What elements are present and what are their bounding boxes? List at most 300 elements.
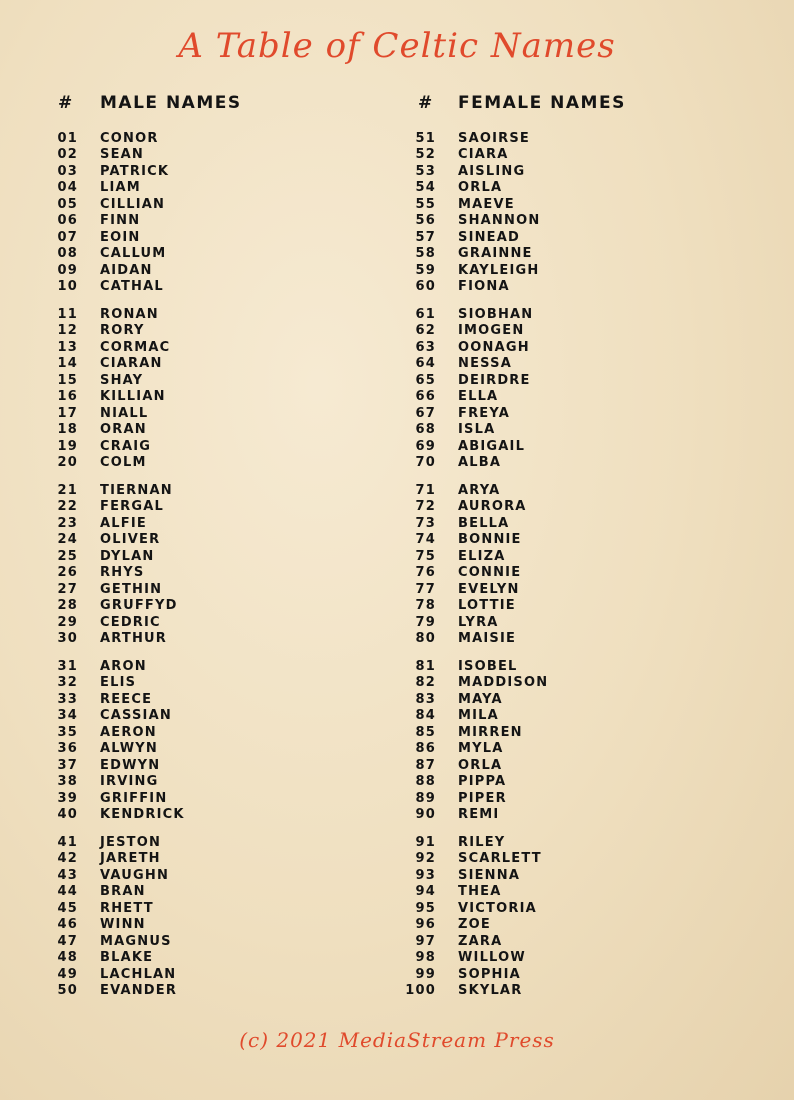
name-text: CATHAL xyxy=(100,279,164,295)
name-row xyxy=(392,983,732,1000)
name-text: CIARAN xyxy=(100,356,163,372)
name-text: ISOBEL xyxy=(458,658,518,674)
name-number: 40 xyxy=(57,807,78,823)
name-text: AISLING xyxy=(458,163,526,179)
name-number: 04 xyxy=(57,180,78,196)
name-row xyxy=(392,548,732,565)
name-text: EOIN xyxy=(100,229,141,245)
name-text: KILLIAN xyxy=(100,389,166,405)
name-number: 19 xyxy=(57,438,78,454)
name-number: 73 xyxy=(415,515,436,531)
name-row xyxy=(34,691,374,708)
name-row xyxy=(392,196,732,213)
name-number: 21 xyxy=(57,482,78,498)
name-row xyxy=(392,339,732,356)
name-row xyxy=(34,933,374,950)
name-row xyxy=(392,867,732,884)
name-number: 72 xyxy=(415,499,436,515)
name-text: MADDISON xyxy=(458,675,549,691)
name-row xyxy=(392,708,732,725)
name-row xyxy=(34,548,374,565)
name-text: PIPPA xyxy=(458,774,507,790)
name-text: PATRICK xyxy=(100,163,170,179)
name-number: 92 xyxy=(415,851,436,867)
page-title: A Table of Celtic Names xyxy=(178,26,616,66)
name-number: 66 xyxy=(415,389,436,405)
name-text: BONNIE xyxy=(458,532,522,548)
name-row xyxy=(392,163,732,180)
name-number: 45 xyxy=(57,900,78,916)
name-text: SINEAD xyxy=(458,229,521,245)
name-number: 20 xyxy=(57,455,78,471)
name-text: SIOBHAN xyxy=(458,306,534,322)
name-text: ALBA xyxy=(458,455,502,471)
name-text: LIAM xyxy=(100,180,141,196)
name-text: DYLAN xyxy=(100,548,155,564)
name-text: RILEY xyxy=(458,834,506,850)
name-text: GRAINNE xyxy=(458,246,533,262)
name-row xyxy=(34,834,374,851)
name-text: CORMAC xyxy=(100,339,171,355)
name-number: 35 xyxy=(57,724,78,740)
name-row xyxy=(392,246,732,263)
name-row xyxy=(34,515,374,532)
name-number: 93 xyxy=(415,867,436,883)
name-number: 27 xyxy=(57,581,78,597)
female-number-header: # xyxy=(418,93,434,113)
name-row xyxy=(392,482,732,499)
name-text: MAISIE xyxy=(458,631,517,647)
male-names-header: MALE NAMES xyxy=(100,93,242,113)
name-row xyxy=(34,196,374,213)
name-number: 54 xyxy=(415,180,436,196)
name-text: BLAKE xyxy=(100,950,154,966)
name-number: 48 xyxy=(57,950,78,966)
name-text: FINN xyxy=(100,213,141,229)
name-number: 12 xyxy=(57,323,78,339)
name-text: WILLOW xyxy=(458,950,526,966)
name-number: 64 xyxy=(415,356,436,372)
name-row xyxy=(392,262,732,279)
name-number: 07 xyxy=(57,229,78,245)
name-row xyxy=(34,532,374,549)
male-names-list xyxy=(34,130,374,999)
name-number: 53 xyxy=(415,163,436,179)
name-number: 59 xyxy=(415,262,436,278)
name-text: GETHIN xyxy=(100,581,163,597)
name-number: 69 xyxy=(415,438,436,454)
name-row xyxy=(34,422,374,439)
name-text: ORLA xyxy=(458,180,503,196)
name-row xyxy=(392,774,732,791)
name-row xyxy=(34,581,374,598)
name-number: 87 xyxy=(415,757,436,773)
name-number: 95 xyxy=(415,900,436,916)
name-number: 30 xyxy=(57,631,78,647)
name-number: 79 xyxy=(415,614,436,630)
name-number: 43 xyxy=(57,867,78,883)
name-text: ALWYN xyxy=(100,741,158,757)
name-row xyxy=(392,757,732,774)
name-row xyxy=(392,147,732,164)
name-row xyxy=(392,790,732,807)
name-text: SKYLAR xyxy=(458,983,523,999)
name-number: 97 xyxy=(415,933,436,949)
name-row xyxy=(34,950,374,967)
name-row xyxy=(34,229,374,246)
name-row xyxy=(34,130,374,147)
name-row xyxy=(34,790,374,807)
name-number: 15 xyxy=(57,372,78,388)
female-names-header: FEMALE NAMES xyxy=(458,93,626,113)
name-row xyxy=(34,339,374,356)
name-number: 98 xyxy=(415,950,436,966)
name-text: MAEVE xyxy=(458,196,515,212)
name-text: CRAIG xyxy=(100,438,152,454)
name-row xyxy=(392,372,732,389)
name-row xyxy=(392,884,732,901)
name-number: 09 xyxy=(57,262,78,278)
name-row xyxy=(392,389,732,406)
name-row xyxy=(34,774,374,791)
name-row xyxy=(34,900,374,917)
name-text: GRUFFYD xyxy=(100,598,178,614)
name-number: 47 xyxy=(57,933,78,949)
name-number: 42 xyxy=(57,851,78,867)
name-number: 31 xyxy=(57,658,78,674)
name-row xyxy=(392,917,732,934)
name-text: OLIVER xyxy=(100,532,161,548)
name-row xyxy=(392,515,732,532)
name-text: RHYS xyxy=(100,565,145,581)
name-text: SAOIRSE xyxy=(458,130,530,146)
name-number: 29 xyxy=(57,614,78,630)
name-number: 60 xyxy=(415,279,436,295)
name-text: RHETT xyxy=(100,900,154,916)
name-text: CILLIAN xyxy=(100,196,166,212)
name-row xyxy=(392,966,732,983)
name-row xyxy=(392,306,732,323)
name-text: REECE xyxy=(100,691,153,707)
name-text: ZARA xyxy=(458,933,503,949)
name-row xyxy=(34,323,374,340)
name-text: BELLA xyxy=(458,515,510,531)
name-text: MAYA xyxy=(458,691,503,707)
name-text: WINN xyxy=(100,917,146,933)
name-row xyxy=(34,741,374,758)
name-number: 37 xyxy=(57,757,78,773)
name-row xyxy=(392,438,732,455)
name-text: FERGAL xyxy=(100,499,164,515)
name-row xyxy=(34,851,374,868)
name-text: GRIFFIN xyxy=(100,790,168,806)
name-number: 11 xyxy=(57,306,78,322)
name-number: 01 xyxy=(57,130,78,146)
name-number: 86 xyxy=(415,741,436,757)
name-text: CIARA xyxy=(458,147,509,163)
name-row xyxy=(392,323,732,340)
name-text: NIALL xyxy=(100,405,149,421)
name-number: 41 xyxy=(57,834,78,850)
name-row xyxy=(34,565,374,582)
name-number: 74 xyxy=(415,532,436,548)
name-row xyxy=(34,614,374,631)
name-text: CONOR xyxy=(100,130,159,146)
name-row xyxy=(34,356,374,373)
name-row xyxy=(392,130,732,147)
name-row xyxy=(34,807,374,824)
name-row xyxy=(392,933,732,950)
name-number: 67 xyxy=(415,405,436,421)
name-row xyxy=(392,675,732,692)
name-row xyxy=(34,966,374,983)
name-number: 10 xyxy=(57,279,78,295)
name-text: LACHLAN xyxy=(100,966,177,982)
name-number: 13 xyxy=(57,339,78,355)
name-text: AERON xyxy=(100,724,157,740)
name-row xyxy=(34,262,374,279)
name-text: ELLA xyxy=(458,389,499,405)
name-number: 84 xyxy=(415,708,436,724)
female-names-list xyxy=(392,130,732,999)
name-text: KAYLEIGH xyxy=(458,262,540,278)
name-row xyxy=(392,213,732,230)
name-row xyxy=(34,724,374,741)
name-text: SCARLETT xyxy=(458,851,542,867)
name-number: 65 xyxy=(415,372,436,388)
name-row xyxy=(34,708,374,725)
name-row xyxy=(392,741,732,758)
copyright-footer: (c) 2021 MediaStream Press xyxy=(239,1028,555,1052)
name-number: 57 xyxy=(415,229,436,245)
name-text: REMI xyxy=(458,807,500,823)
name-text: TIERNAN xyxy=(100,482,173,498)
name-number: 89 xyxy=(415,790,436,806)
name-text: THEA xyxy=(458,884,502,900)
name-text: ALFIE xyxy=(100,515,147,531)
name-row xyxy=(392,900,732,917)
name-text: BRAN xyxy=(100,884,146,900)
name-text: ELIZA xyxy=(458,548,506,564)
name-number: 78 xyxy=(415,598,436,614)
name-number: 63 xyxy=(415,339,436,355)
name-text: MILA xyxy=(458,708,499,724)
name-number: 90 xyxy=(415,807,436,823)
name-row xyxy=(34,405,374,422)
name-row xyxy=(392,851,732,868)
name-text: SEAN xyxy=(100,147,144,163)
name-number: 14 xyxy=(57,356,78,372)
name-row xyxy=(392,422,732,439)
name-text: EVELYN xyxy=(458,581,520,597)
name-text: VICTORIA xyxy=(458,900,537,916)
name-text: PIPER xyxy=(458,790,507,806)
name-text: KENDRICK xyxy=(100,807,185,823)
name-number: 08 xyxy=(57,246,78,262)
name-row xyxy=(34,306,374,323)
name-text: CALLUM xyxy=(100,246,167,262)
name-text: CEDRIC xyxy=(100,614,161,630)
name-row xyxy=(392,229,732,246)
name-row xyxy=(34,983,374,1000)
name-number: 34 xyxy=(57,708,78,724)
name-text: OONAGH xyxy=(458,339,530,355)
name-number: 71 xyxy=(415,482,436,498)
name-number: 83 xyxy=(415,691,436,707)
name-row xyxy=(34,246,374,263)
name-number: 18 xyxy=(57,422,78,438)
name-text: ZOE xyxy=(458,917,491,933)
name-number: 22 xyxy=(57,499,78,515)
name-number: 100 xyxy=(405,983,436,999)
name-number: 55 xyxy=(415,196,436,212)
name-number: 61 xyxy=(415,306,436,322)
name-number: 49 xyxy=(57,966,78,982)
name-number: 50 xyxy=(57,983,78,999)
name-text: JARETH xyxy=(100,851,161,867)
name-row xyxy=(392,581,732,598)
name-text: ABIGAIL xyxy=(458,438,526,454)
name-row xyxy=(392,405,732,422)
name-row xyxy=(392,724,732,741)
name-text: FREYA xyxy=(458,405,511,421)
name-text: ISLA xyxy=(458,422,496,438)
name-text: JESTON xyxy=(100,834,162,850)
name-row xyxy=(392,658,732,675)
name-number: 44 xyxy=(57,884,78,900)
name-number: 38 xyxy=(57,774,78,790)
name-row xyxy=(392,180,732,197)
name-number: 52 xyxy=(415,147,436,163)
name-number: 46 xyxy=(57,917,78,933)
name-number: 23 xyxy=(57,515,78,531)
name-number: 68 xyxy=(415,422,436,438)
name-number: 81 xyxy=(415,658,436,674)
name-row xyxy=(34,675,374,692)
name-text: LOTTIE xyxy=(458,598,516,614)
name-number: 62 xyxy=(415,323,436,339)
name-text: NESSA xyxy=(458,356,512,372)
name-row xyxy=(392,950,732,967)
name-text: DEIRDRE xyxy=(458,372,531,388)
name-row xyxy=(392,499,732,516)
name-text: EDWYN xyxy=(100,757,161,773)
name-row xyxy=(392,279,732,296)
name-row xyxy=(34,917,374,934)
name-row xyxy=(34,455,374,472)
name-text: ELIS xyxy=(100,675,137,691)
name-row xyxy=(34,147,374,164)
name-row xyxy=(34,213,374,230)
name-row xyxy=(34,438,374,455)
name-row xyxy=(392,834,732,851)
name-row xyxy=(34,499,374,516)
name-text: ORAN xyxy=(100,422,147,438)
male-number-header: # xyxy=(58,93,74,113)
name-row xyxy=(392,807,732,824)
name-number: 26 xyxy=(57,565,78,581)
name-row xyxy=(34,180,374,197)
name-number: 24 xyxy=(57,532,78,548)
name-row xyxy=(34,482,374,499)
name-number: 76 xyxy=(415,565,436,581)
name-text: SOPHIA xyxy=(458,966,521,982)
name-number: 96 xyxy=(415,917,436,933)
name-number: 25 xyxy=(57,548,78,564)
name-text: ARYA xyxy=(458,482,501,498)
name-number: 39 xyxy=(57,790,78,806)
name-number: 75 xyxy=(415,548,436,564)
name-number: 94 xyxy=(415,884,436,900)
name-row xyxy=(392,455,732,472)
name-number: 16 xyxy=(57,389,78,405)
name-number: 91 xyxy=(415,834,436,850)
name-row xyxy=(34,757,374,774)
name-text: SIENNA xyxy=(458,867,521,883)
name-text: IMOGEN xyxy=(458,323,525,339)
name-number: 77 xyxy=(415,581,436,597)
name-text: AIDAN xyxy=(100,262,153,278)
name-text: COLM xyxy=(100,455,147,471)
name-number: 82 xyxy=(415,675,436,691)
name-number: 17 xyxy=(57,405,78,421)
name-row xyxy=(34,163,374,180)
name-row xyxy=(34,389,374,406)
name-text: EVANDER xyxy=(100,983,178,999)
name-row xyxy=(34,631,374,648)
name-number: 06 xyxy=(57,213,78,229)
name-number: 51 xyxy=(415,130,436,146)
name-number: 05 xyxy=(57,196,78,212)
name-row xyxy=(34,867,374,884)
name-text: SHANNON xyxy=(458,213,541,229)
name-row xyxy=(392,532,732,549)
name-row xyxy=(392,631,732,648)
name-number: 28 xyxy=(57,598,78,614)
name-row xyxy=(34,658,374,675)
name-row xyxy=(392,691,732,708)
name-text: IRVING xyxy=(100,774,159,790)
name-row xyxy=(34,598,374,615)
name-text: SHAY xyxy=(100,372,144,388)
name-text: ORLA xyxy=(458,757,503,773)
name-number: 33 xyxy=(57,691,78,707)
name-row xyxy=(392,598,732,615)
name-number: 36 xyxy=(57,741,78,757)
name-number: 85 xyxy=(415,724,436,740)
name-text: LYRA xyxy=(458,614,499,630)
name-number: 80 xyxy=(415,631,436,647)
name-text: MYLA xyxy=(458,741,504,757)
name-row xyxy=(392,356,732,373)
name-row xyxy=(34,884,374,901)
name-row xyxy=(34,279,374,296)
name-text: MIRREN xyxy=(458,724,523,740)
name-number: 88 xyxy=(415,774,436,790)
name-text: FIONA xyxy=(458,279,510,295)
name-text: RONAN xyxy=(100,306,159,322)
name-row xyxy=(34,372,374,389)
name-text: RORY xyxy=(100,323,145,339)
name-number: 58 xyxy=(415,246,436,262)
name-number: 32 xyxy=(57,675,78,691)
name-text: AURORA xyxy=(458,499,527,515)
name-text: CONNIE xyxy=(458,565,522,581)
name-row xyxy=(392,614,732,631)
name-number: 56 xyxy=(415,213,436,229)
name-text: ARON xyxy=(100,658,147,674)
name-text: VAUGHN xyxy=(100,867,170,883)
